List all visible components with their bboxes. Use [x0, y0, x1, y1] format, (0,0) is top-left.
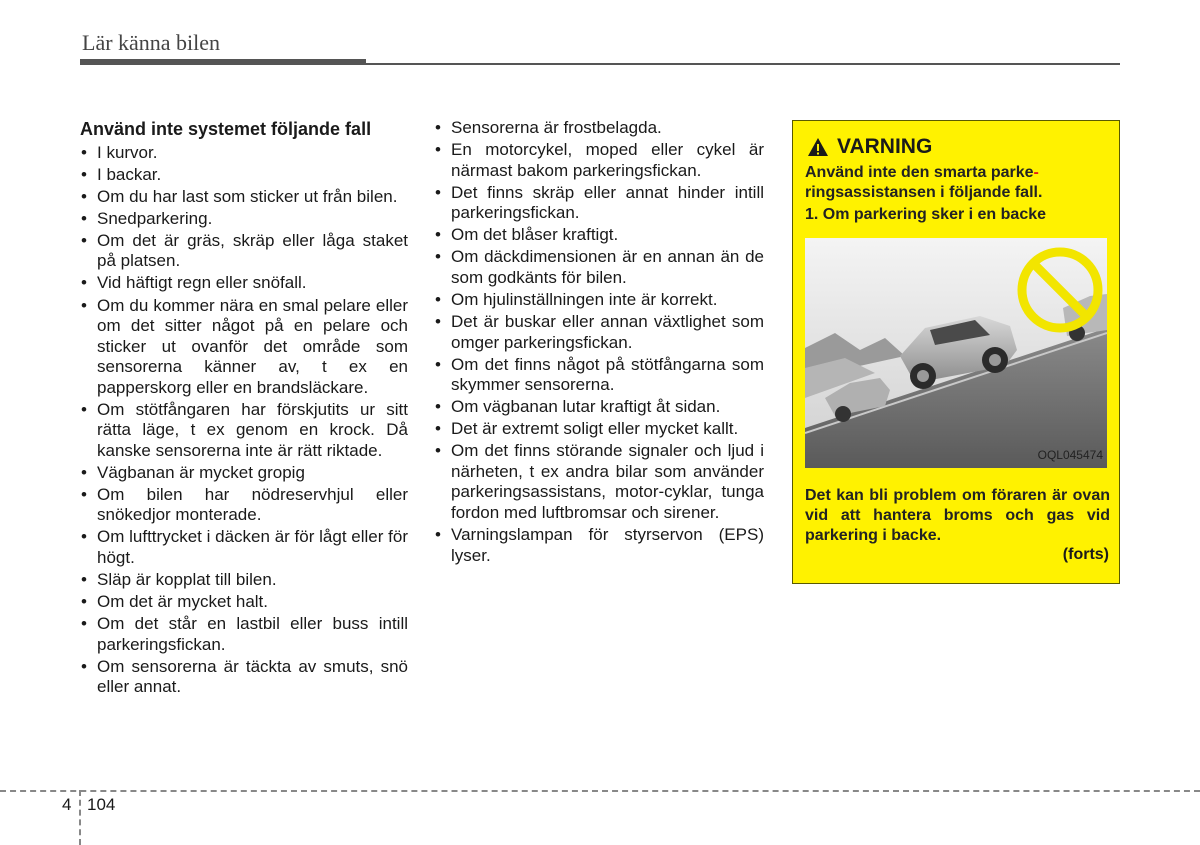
list-item: • Om du kommer nära en smal pelare eller om det sitter något på en pelare och sticker ut ovanför det område som sensorerna känner av, t ex en papperskorg eller en brandsläckare. [80, 296, 408, 399]
header-bar [80, 59, 366, 65]
list-item: • I kurvor. [80, 143, 408, 164]
list-item: • Om det finns något på stötfångarna som skymmer sensorerna. [434, 355, 764, 396]
header-rule [366, 63, 1120, 65]
bullet-list-2 [434, 118, 764, 566]
warning-hyphen: - [1033, 164, 1039, 181]
list-item: • Det finns skräp eller annat hinder intill parkeringsfickan. [434, 183, 764, 224]
list-item: • Om det står en lastbil eller buss intill parkeringsfickan. [80, 614, 408, 655]
list-item: • Om vägbanan lutar kraftigt åt sidan. [434, 397, 764, 418]
list-item: • Varningslampan för styrservon (EPS) lyser. [434, 525, 764, 566]
list-item: • Om hjulinställningen inte är korrekt. [434, 290, 764, 311]
bullet-list-1 [80, 143, 408, 698]
warning-triangle-icon [807, 137, 829, 157]
section-heading: Använd inte systemet följande fall [80, 119, 372, 139]
warning-case-1: 1. Om parkering sker i en backe [805, 206, 1047, 223]
slope-parking-illustration [805, 238, 1107, 468]
list-item: • Snedparkering. [80, 209, 408, 230]
list-item: • Om det är gräs, skräp eller låga staket på platsen. [80, 231, 408, 272]
list-item: • Sensorerna är frostbelagda. [434, 118, 764, 139]
continued-label: (forts) [1062, 546, 1109, 563]
list-item: • Om det är mycket halt. [80, 592, 408, 613]
warning-box [792, 120, 1120, 584]
warning-title [807, 135, 932, 159]
list-item: • En motorcykel, moped eller cykel är närmast bakom parkeringsfickan. [434, 140, 764, 181]
list-item: • Om däckdimensionen är en annan än de som godkänts för bilen. [434, 247, 764, 288]
warning-intro-main: Använd inte den smarta parke [805, 164, 1034, 181]
list-item: • Om sensorerna är täckta av smuts, snö eller annat. [80, 657, 408, 698]
list-item: • Om stötfångaren har förskjutits ur sitt rätta läge, t ex genom en krock. Då kanske sensorerna inte är rätt riktade. [80, 400, 408, 462]
list-item: • Vid häftigt regn eller snöfall. [80, 273, 408, 294]
left-column [80, 119, 408, 699]
illustration-svg [805, 238, 1107, 468]
list-item: • Om det blåser kraftigt. [434, 225, 764, 246]
list-item: • Vägbanan är mycket gropig [80, 463, 408, 484]
list-item: • Om du har last som sticker ut från bilen. [80, 187, 408, 208]
footer-rule [0, 790, 1200, 792]
list-item: • Om bilen har nödreservhjul eller snökedjor monterade. [80, 485, 408, 526]
list-item: • Om det finns störande signaler och ljud i närheten, t ex andra bilar som använder parkeringsassistans, motor-cyklar, tunga fordon med luftbromsar och sirener. [434, 441, 764, 523]
warning-intro-rest: ringsassistansen i följande fall. [805, 184, 1043, 201]
image-code: OQL045474 [1037, 448, 1103, 462]
list-item: • Släp är kopplat till bilen. [80, 570, 408, 591]
warning-explanation: Det kan bli problem om föraren är ovan vid att hantera broms och gas vid parkering i backe. [805, 487, 1110, 544]
warning-title-text: VARNING [837, 135, 933, 158]
list-item: • Det är extremt soligt eller mycket kallt. [434, 419, 764, 440]
warning-intro [805, 163, 1110, 203]
page-header-title: Lär känna bilen [82, 30, 221, 55]
list-item: • Om lufttrycket i däcken är för lågt eller för högt. [80, 527, 408, 568]
chapter-number: 4 [62, 795, 72, 814]
list-item: • Det är buskar eller annan växtlighet som omger parkeringsfickan. [434, 312, 764, 353]
middle-column [434, 118, 764, 568]
list-item: • I backar. [80, 165, 408, 186]
page-number: 104 [87, 795, 116, 814]
footer-divider [79, 790, 81, 845]
